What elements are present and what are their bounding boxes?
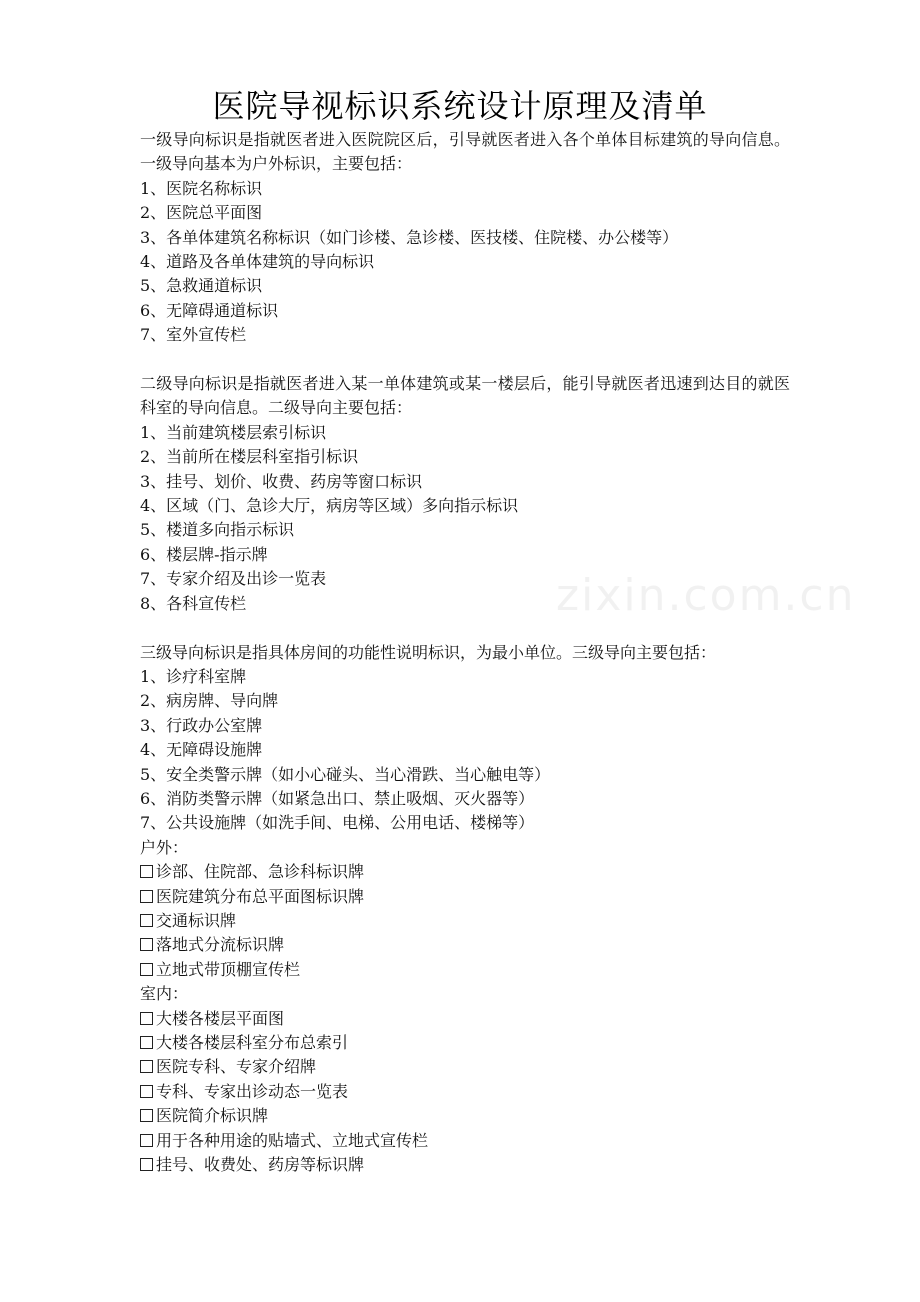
indoor-item-label: 医院简介标识牌 bbox=[156, 1106, 269, 1126]
indoor-item bbox=[140, 1129, 790, 1153]
level1-item: 3、各单体建筑名称标识（如门诊楼、急诊楼、医技楼、住院楼、办公楼等） bbox=[140, 227, 679, 247]
checkbox-icon bbox=[140, 1085, 153, 1098]
level2-item: 5、楼道多向指示标识 bbox=[140, 520, 295, 540]
level3-item: 6、消防类警示牌（如紧急出口、禁止吸烟、灭火器等） bbox=[140, 788, 535, 808]
indoor-item-label: 医院专科、专家介绍牌 bbox=[156, 1057, 317, 1077]
outdoor-item bbox=[140, 885, 790, 909]
level2-item: 3、挂号、划价、收费、药房等窗口标识 bbox=[140, 471, 423, 491]
indoor-item bbox=[140, 1031, 790, 1055]
level1-item: 5、急救通道标识 bbox=[140, 276, 263, 296]
indoor-item-label: 专科、专家出诊动态一览表 bbox=[156, 1081, 349, 1101]
level3-item: 1、诊疗科室牌 bbox=[140, 666, 247, 686]
indoor-item bbox=[140, 1007, 790, 1031]
checkbox-icon bbox=[140, 914, 153, 927]
outdoor-item bbox=[140, 860, 790, 884]
indoor-item-label: 挂号、收费处、药房等标识牌 bbox=[156, 1155, 365, 1175]
checkbox-icon bbox=[140, 1109, 153, 1122]
checkbox-icon bbox=[140, 938, 153, 951]
page-title: 医院导视标识系统设计原理及清单 bbox=[212, 87, 708, 125]
outdoor-item bbox=[140, 958, 790, 982]
checkbox-icon bbox=[140, 1036, 153, 1049]
indoor-item-label: 大楼各楼层平面图 bbox=[156, 1008, 285, 1028]
level3-intro: 三级导向标识是指具体房间的功能性说明标识，为最小单位。三级导向主要包括： bbox=[140, 642, 717, 662]
indoor-item bbox=[140, 1104, 790, 1128]
outdoor-item-label: 立地式带顶棚宣传栏 bbox=[156, 959, 301, 979]
level2-item: 1、当前建筑楼层索引标识 bbox=[140, 422, 327, 442]
level3-item: 5、安全类警示牌（如小心碰头、当心滑跌、当心触电等） bbox=[140, 764, 551, 784]
checkbox-icon bbox=[140, 963, 153, 976]
checkbox-icon bbox=[140, 890, 153, 903]
level2-item: 7、专家介绍及出诊一览表 bbox=[140, 569, 327, 589]
level2-item: 2、当前所在楼层科室指引标识 bbox=[140, 447, 359, 467]
checkbox-icon bbox=[140, 1158, 153, 1171]
indoor-item-label: 大楼各楼层科室分布总索引 bbox=[156, 1033, 349, 1052]
checkbox-icon bbox=[140, 1134, 153, 1147]
paragraph-gap bbox=[140, 348, 790, 372]
checkbox-icon bbox=[140, 1060, 153, 1073]
outdoor-item bbox=[140, 933, 790, 957]
level1-item: 6、无障碍通道标识 bbox=[140, 300, 279, 320]
level2-item: 6、楼层牌-指示牌 bbox=[140, 544, 268, 564]
outdoor-item bbox=[140, 909, 790, 933]
level3-item: 7、公共设施牌（如洗手间、电梯、公用电话、楼梯等） bbox=[140, 813, 535, 833]
indoor-item bbox=[140, 1080, 790, 1104]
level3-item: 2、病房牌、导向牌 bbox=[140, 691, 279, 711]
outdoor-item-label: 诊部、住院部、急诊科标识牌 bbox=[156, 862, 365, 882]
outdoor-item-label: 医院建筑分布总平面图标识牌 bbox=[156, 886, 365, 906]
level2-intro: 二级导向标识是指就医者进入某一单体建筑或某一楼层后，能引导就医者迅速到达目的就医科室的导向信息。二级导向主要包括： bbox=[140, 374, 790, 418]
level1-item: 4、道路及各单体建筑的导向标识 bbox=[140, 252, 375, 272]
outdoor-item-label: 落地式分流标识牌 bbox=[156, 935, 285, 955]
level2-item: 8、各科宣传栏 bbox=[140, 593, 247, 613]
level1-item: 7、室外宣传栏 bbox=[140, 325, 247, 345]
indoor-item bbox=[140, 1055, 790, 1079]
level1-item: 2、医院总平面图 bbox=[140, 203, 263, 223]
indoor-heading: 室内： bbox=[140, 984, 189, 1004]
checkbox-icon bbox=[140, 1012, 153, 1025]
document-body bbox=[140, 128, 790, 1177]
checkbox-icon bbox=[140, 865, 153, 878]
outdoor-item-label: 交通标识牌 bbox=[156, 910, 237, 930]
level3-item: 3、行政办公室牌 bbox=[140, 715, 263, 735]
level2-item: 4、区域（门、急诊大厅，病房等区域）多向指示标识 bbox=[140, 496, 519, 516]
outdoor-heading: 户外： bbox=[140, 837, 189, 857]
indoor-item-label: 用于各种用途的贴墙式、立地式宣传栏 bbox=[156, 1130, 429, 1150]
watermark: zixin.com.cn bbox=[556, 570, 856, 621]
level3-item: 4、无障碍设施牌 bbox=[140, 740, 263, 760]
indoor-item bbox=[140, 1153, 790, 1177]
level1-intro: 一级导向标识是指就医者进入医院院区后，引导就医者进入各个单体目标建筑的导向信息。一级导向基本为户外标识，主要包括： bbox=[140, 130, 790, 174]
level1-item: 1、医院名称标识 bbox=[140, 178, 263, 198]
